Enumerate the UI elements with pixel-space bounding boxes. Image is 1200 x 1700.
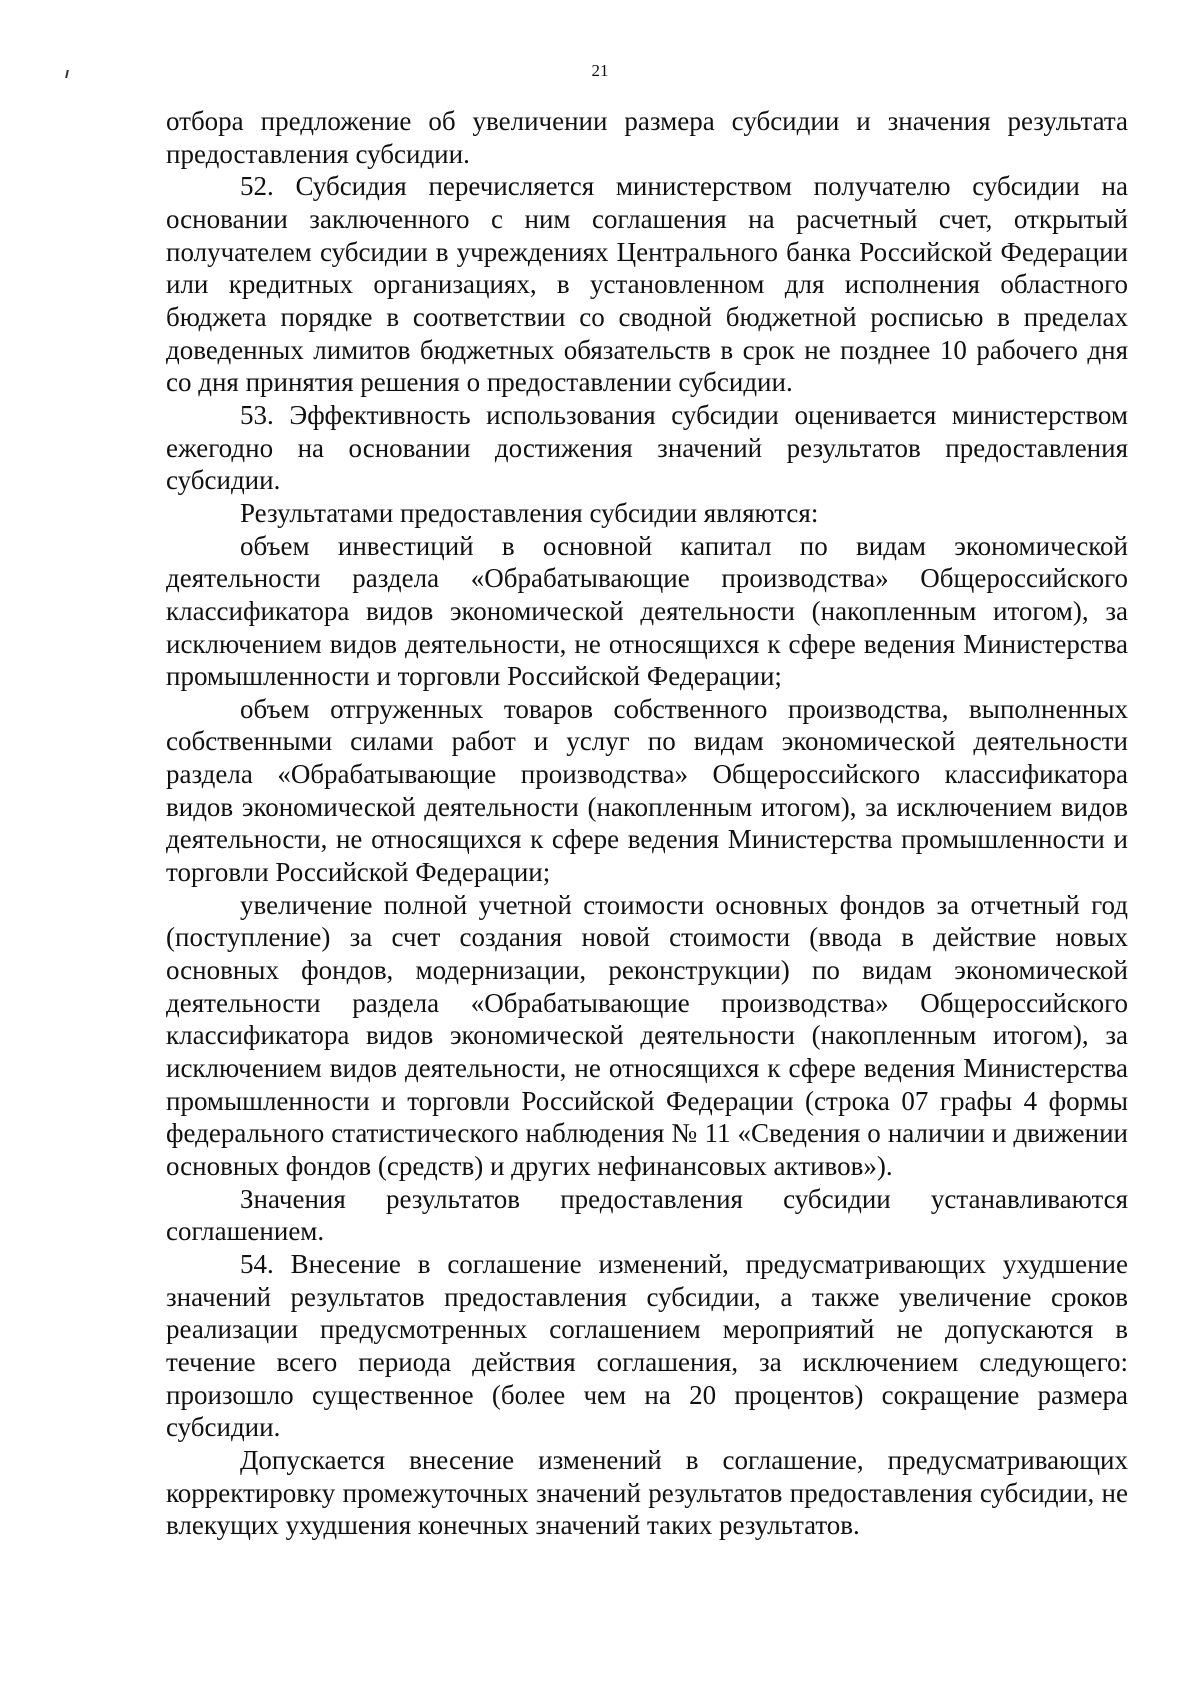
paragraph-result-investment: объем инвестиций в основной капитал по видам экономической деятельности раздела «Обрабатывающие производства» Общероссийского классификатора видов экономической деятельности (накопленным итогом), за исключением видов деятельности, не относящихся к сфере ведения Министерства промышленности и торговли Российской Федерации;	[166, 530, 1128, 692]
page-number: 21	[591, 61, 609, 80]
paragraph-53: 53. Эффективность использования субсидии оценивается министерством ежегодно на основании достижения значений результатов предоставления субсидии.	[166, 399, 1128, 496]
paragraph-result-shipped-goods: объем отгруженных товаров собственного производства, выполненных собственными силами работ и услуг по видам экономической деятельности раздела «Обрабатывающие производства» Общероссийского классификатора видов экономической деятельности (накопленным итогом), за исключением видов деятельности, не относящихся к сфере ведения Министерства промышленности и торговли Российской Федерации;	[166, 693, 1128, 888]
paragraph-continuation: отбора предложение об увеличении размера субсидии и значения результата предоставления субсидии.	[166, 106, 1128, 169]
paragraph-results-values: Значения результатов предоставления субсидии устанавливаются соглашением.	[166, 1183, 1128, 1247]
paragraph-52: 52. Субсидия перечисляется министерством получателю субсидии на основании заключенного с ним соглашения на расчетный счет, открытый получателем субсидии в учреждениях Центрального банка Российской Федерации или кредитных организациях, в установленном для исполнения областного бюджета порядке в соответствии со сводной бюджетной росписью в пределах доведенных лимитов бюджетных обязательств в срок не позднее 10 рабочего дня со дня принятия решения о предоставлении субсидии.	[166, 171, 1128, 398]
paragraph-intermediate-changes: Допускается внесение изменений в соглашение, предусматривающих корректировку промежуточных значений результатов предоставления субсидии, не влекущих ухудшения конечных значений таких результатов.	[166, 1444, 1128, 1541]
document-body	[166, 105, 1128, 1542]
paragraph-result-fixed-assets: увеличение полной учетной стоимости основных фондов за отчетный год (поступление) за счет создания новой стоимости (ввода в действие новых основных фондов, модернизации, реконструкции) по видам экономической деятельности раздела «Обрабатывающие производства» Общероссийского классификатора видов экономической деятельности (накопленным итогом), за исключением видов деятельности, не относящихся к сфере ведения Министерства промышленности и торговли Российской Федерации (строка 07 графы 4 формы федерального статистического наблюдения № 11 «Сведения о наличии и движении основных фондов (средств) и других нефинансовых активов»).	[166, 889, 1128, 1181]
paragraph-54: 54. Внесение в соглашение изменений, предусматривающих ухудшение значений результатов предоставления субсидии, а также увеличение сроков реализации предусмотренных соглашением мероприятий не допускаются в течение всего периода действия соглашения, за исключением следующего: произошло существенное (более чем на 20 процентов) сокращение размера субсидии.	[166, 1248, 1128, 1443]
paragraph-results-intro: Результатами предоставления субсидии являются:	[240, 497, 819, 528]
